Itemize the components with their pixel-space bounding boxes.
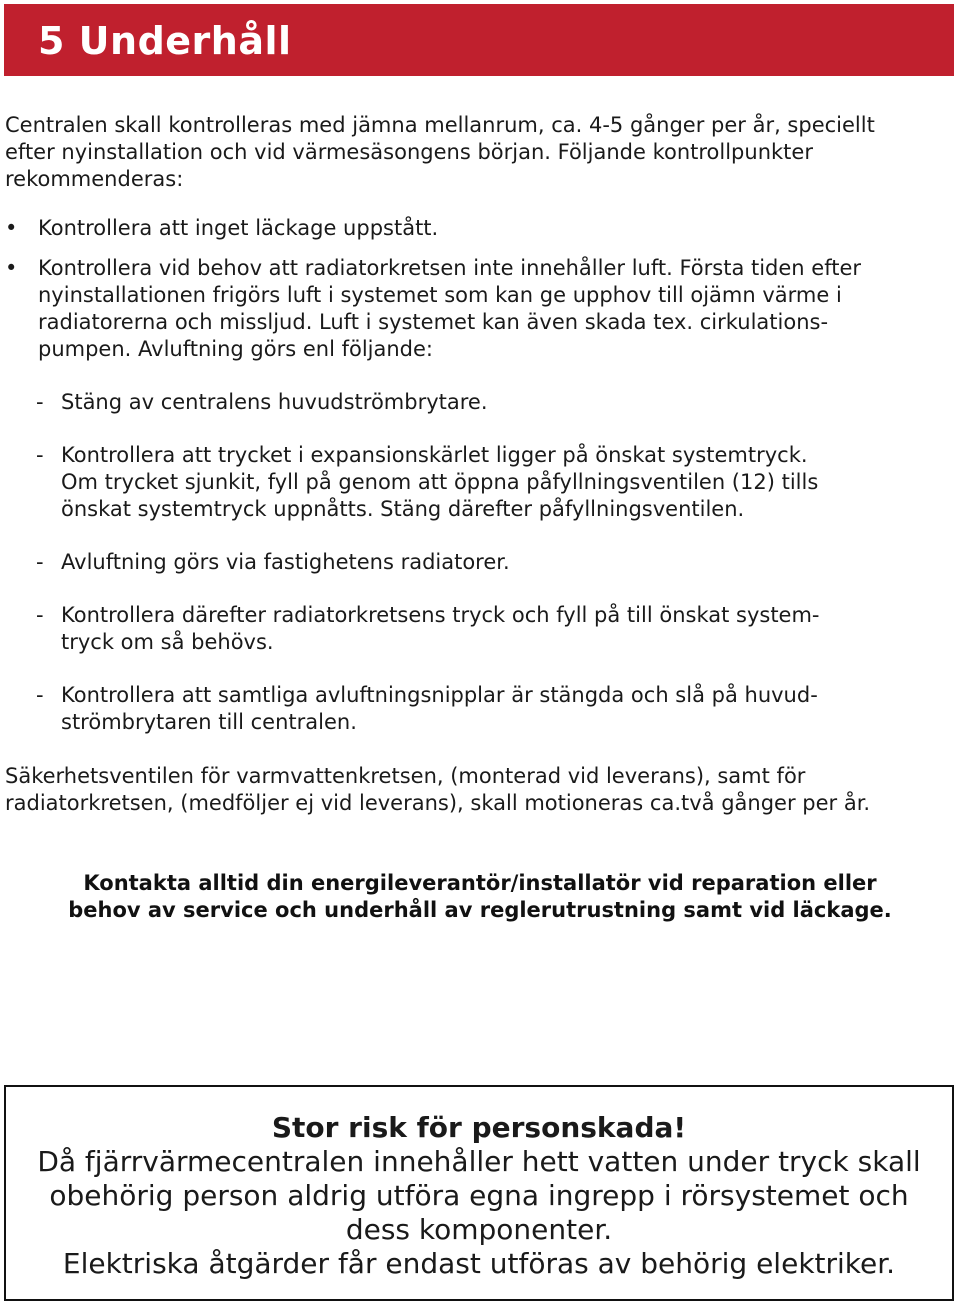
section-header-bar [4,4,954,76]
step-line: Kontrollera att trycket i expansionskärlet ligger på önskat systemtryck. [61,443,808,467]
checkpoint-line: Kontrollera vid behov att radiatorkretsen inte innehåller luft. Första tiden efter [38,256,862,280]
dash-marker: - [36,443,44,467]
contact-line: Kontakta alltid din energileverantör/installatör vid reparation eller [83,871,877,895]
warning-line: Då fjärrvärmecentralen innehåller hett vatten under tryck skall [37,1145,921,1178]
checkpoint-item [5,255,950,363]
venting-step [36,682,916,736]
dash-marker: - [36,390,44,414]
warning-line: Elektriska åtgärder får endast utföras av behörig elektriker. [62,1247,896,1280]
venting-step [36,549,916,576]
step-line: tryck om så behövs. [61,630,274,654]
warning-box [4,1085,954,1301]
intro-line: rekommenderas: [5,167,184,191]
step-line: Kontrollera därefter radiatorkretsens tryck och fyll på till önskat system- [61,603,820,627]
intro-line: Centralen skall kontrolleras med jämna mellanrum, ca. 4-5 gånger per år, speciellt [5,113,875,137]
bullet-marker: • [5,256,18,280]
dash-marker: - [36,683,44,707]
checkpoint-line: nyinstallationen frigörs luft i systemet som kan ge upphov till ojämn värme i [38,283,842,307]
dash-marker: - [36,550,44,574]
safety-valve-line: Säkerhetsventilen för varmvattenkretsen, (monterad vid leverans), samt för [5,764,806,788]
checkpoint-line: radiatorerna och missljud. Luft i systemet kan även skada tex. cirkulations- [38,310,829,334]
dash-marker: - [36,603,44,627]
safety-valve-line: radiatorkretsen, (medföljer ej vid leverans), skall motioneras ca.två gånger per år. [5,791,871,815]
checkpoint-list [5,215,950,376]
bullet-marker: • [5,216,18,240]
warning-line: dess komponenter. [345,1213,613,1246]
contact-line: behov av service och underhåll av reglerutrustning samt vid läckage. [68,898,892,922]
venting-step [36,602,916,656]
step-line: Stäng av centralens huvudströmbrytare. [61,390,488,414]
checkpoint-item [5,215,950,242]
safety-valve-paragraph [5,763,950,817]
venting-step [36,389,916,416]
step-line: Kontrollera att samtliga avluftningsnipplar är stängda och slå på huvud- [61,683,818,707]
step-line: önskat systemtryck uppnåtts. Stäng därefter påfyllningsventilen. [61,497,745,521]
contact-notice [0,870,960,924]
warning-title: Stor risk för personskada! [271,1111,687,1144]
step-line: strömbrytaren till centralen. [61,710,357,734]
step-line: Om trycket sjunkit, fyll på genom att öppna påfyllningsventilen (12) tills [61,470,819,494]
checkpoint-line: Kontrollera att inget läckage uppstått. [38,216,439,240]
warning-text [6,1145,952,1281]
venting-step [36,442,916,523]
warning-line: obehörig person aldrig utföra egna ingrepp i rörsystemet och [49,1179,909,1212]
step-line: Avluftning görs via fastighetens radiatorer. [61,550,510,574]
intro-line: efter nyinstallation och vid värmesäsongens början. Följande kontrollpunkter [5,140,813,164]
section-title: 5 Underhåll [38,19,292,63]
checkpoint-line: pumpen. Avluftning görs enl följande: [38,337,434,361]
venting-steps-list [36,389,916,762]
intro-paragraph [5,112,950,193]
